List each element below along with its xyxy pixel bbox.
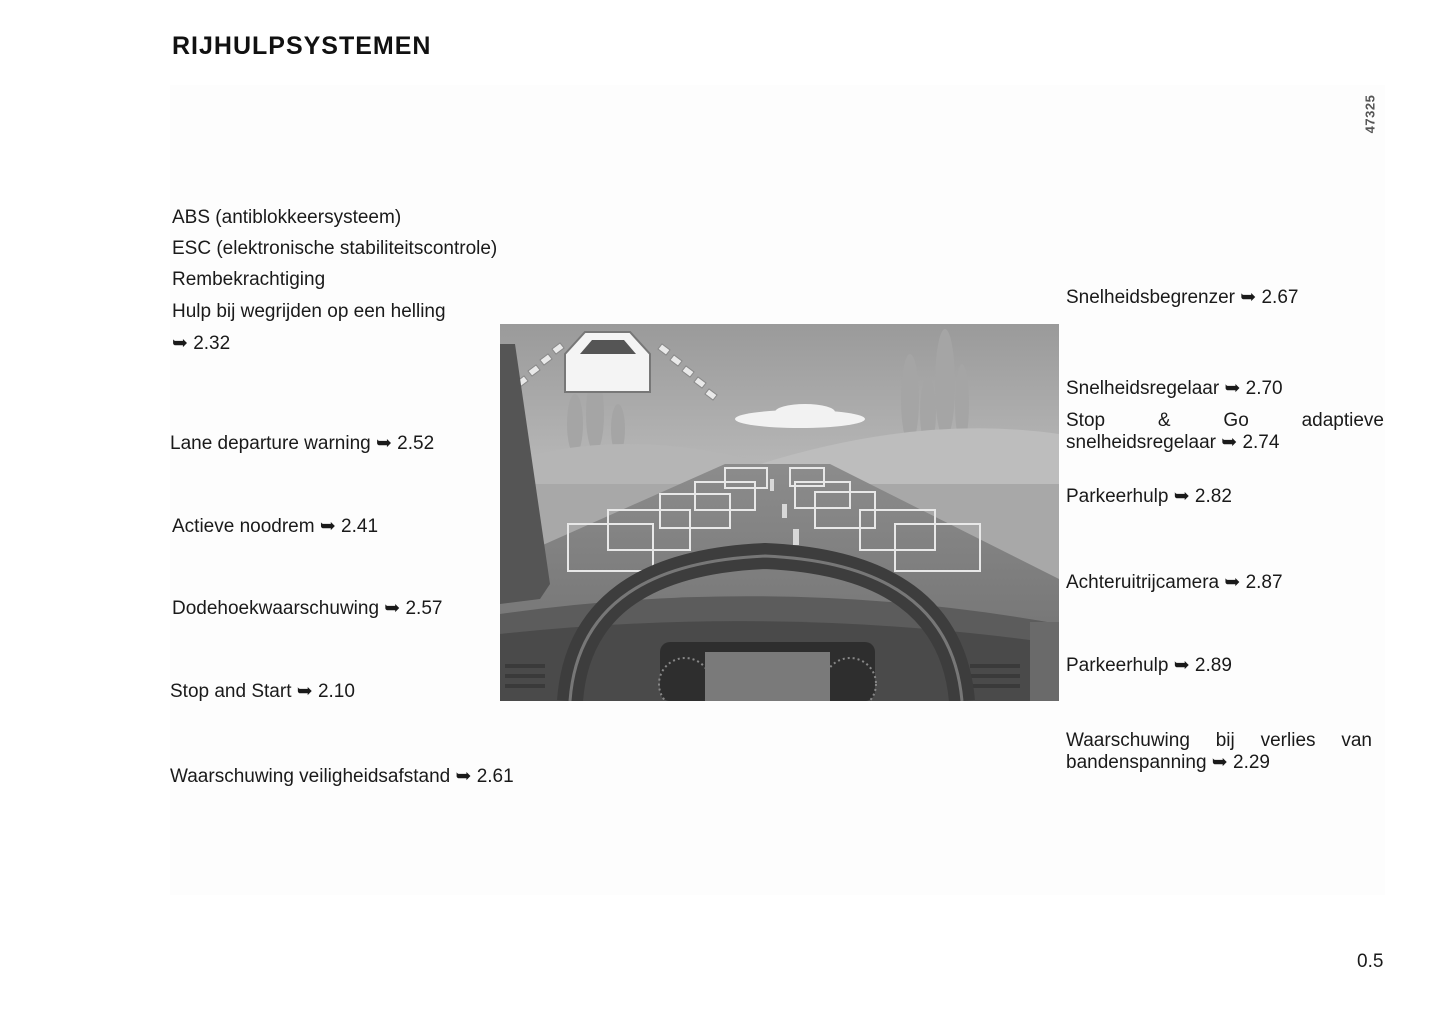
label-blind-spot: Dodehoekwaarschuwing ➥ 2.57	[172, 598, 443, 619]
label-hill-start-ref: ➥ 2.32	[172, 333, 231, 354]
front-car-icon	[565, 332, 650, 392]
driving-assist-illustration	[500, 324, 1059, 701]
label-rear-camera: Achteruitrijcamera ➥ 2.87	[1066, 572, 1283, 593]
label-distance-warning: Waarschuwing veiligheidsafstand ➥ 2.61	[170, 766, 514, 787]
label-brake-assist: Rembekrachtiging	[172, 269, 326, 290]
label-hill-start: Hulp bij wegrijden op een helling	[172, 301, 446, 322]
label-parking-assist-front: Parkeerhulp ➥ 2.82	[1066, 486, 1232, 507]
label-stop-start: Stop and Start ➥ 2.10	[170, 681, 355, 702]
label-active-brake: Actieve noodrem ➥ 2.41	[172, 516, 379, 537]
label-tyre-pressure: Waarschuwing bij verlies van bandenspanning ➥ 2.29	[1066, 730, 1372, 773]
label-cruise-control: Snelheidsregelaar ➥ 2.70	[1066, 378, 1283, 399]
page-title: RIJHULPSYSTEMEN	[172, 32, 432, 60]
label-lane-departure: Lane departure warning ➥ 2.52	[170, 433, 435, 454]
figure-reference: 47325	[1362, 94, 1378, 134]
label-esc: ESC (elektronische stabiliteitscontrole)	[172, 238, 498, 259]
page-number: 0.5	[1357, 951, 1384, 972]
label-parking-assist-rear: Parkeerhulp ➥ 2.89	[1066, 655, 1232, 676]
label-adaptive-cruise: Stop & Go adaptieve snelheidsregelaar ➥ 2.74	[1066, 410, 1384, 453]
label-abs: ABS (antiblokkeersysteem)	[172, 207, 402, 228]
label-speed-limiter: Snelheidsbegrenzer ➥ 2.67	[1066, 287, 1299, 308]
